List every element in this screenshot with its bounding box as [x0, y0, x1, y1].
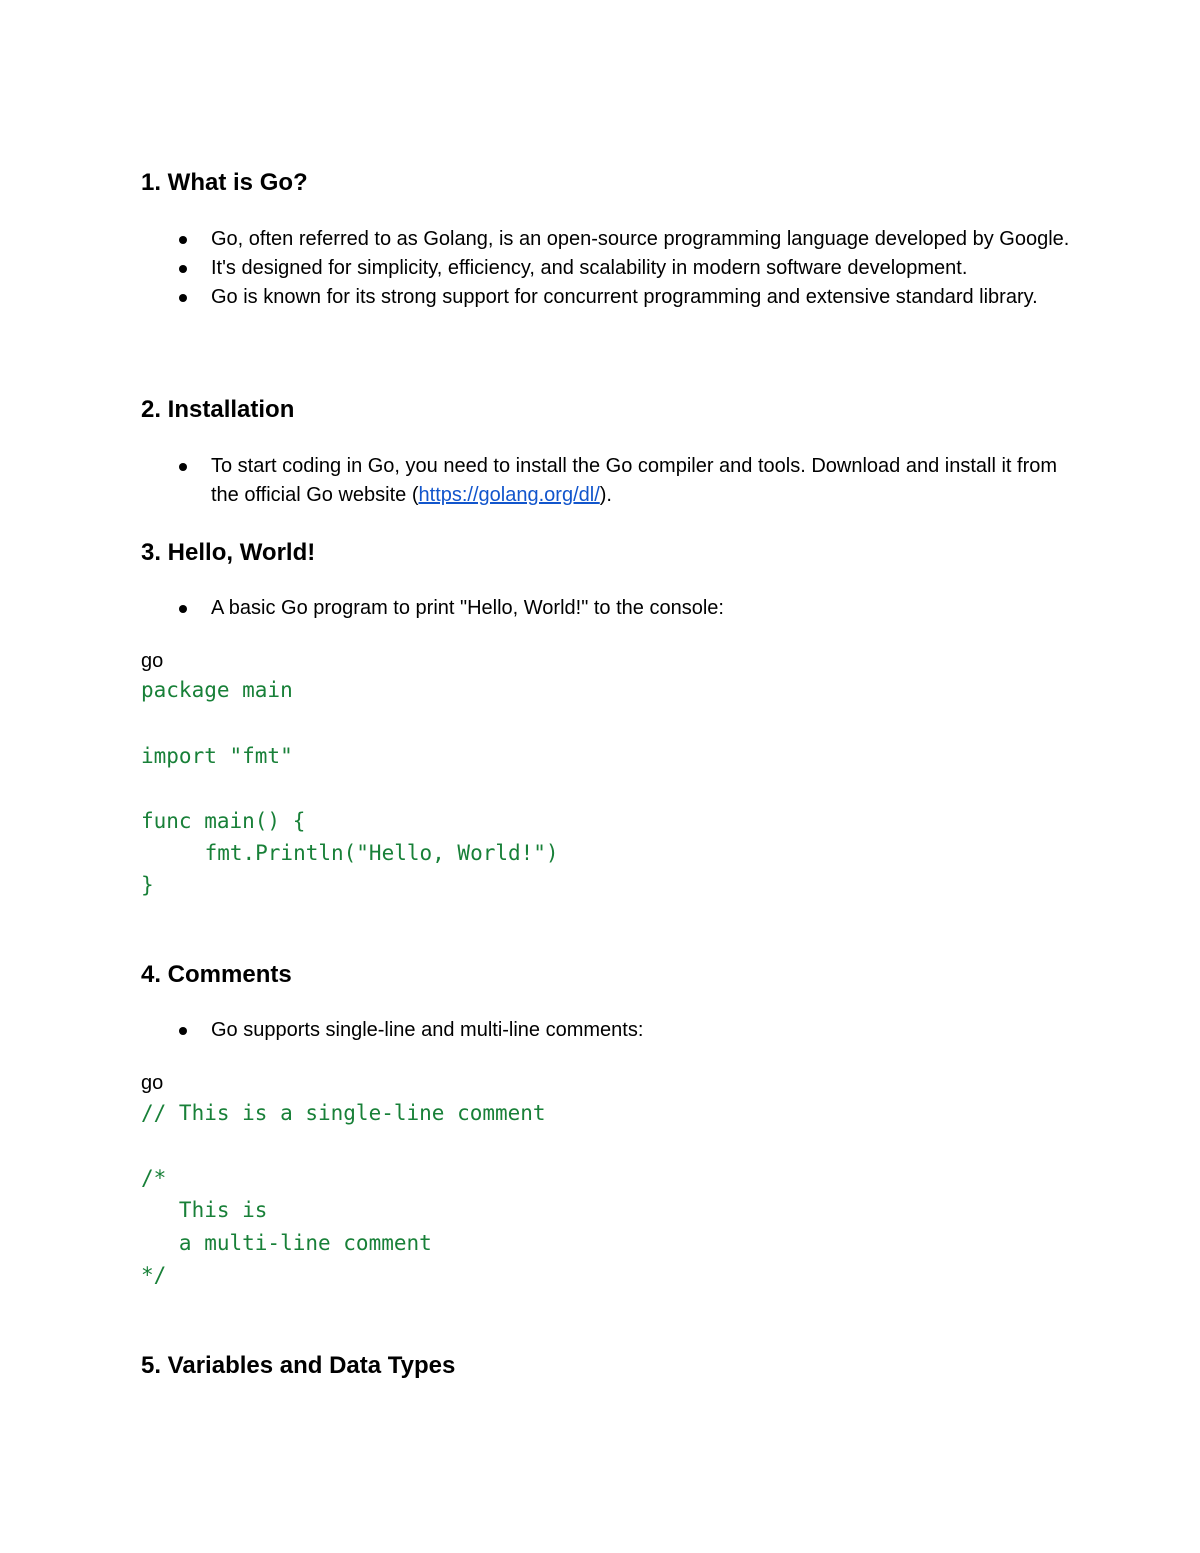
- heading-hello-world: 3. Hello, World!: [141, 539, 316, 566]
- code-line: fmt.Println("Hello, World!"): [154, 841, 559, 865]
- code-language-label: go: [141, 1072, 164, 1094]
- code-block-hello-world: [141, 674, 559, 901]
- code-line: a multi-line comment: [141, 1231, 432, 1255]
- heading-variables-data-types: 5. Variables and Data Types: [141, 1352, 456, 1379]
- install-text-end: ).: [599, 484, 612, 506]
- code-line: [141, 1129, 546, 1162]
- bullet-list-what-is-go: [141, 225, 1071, 312]
- list-item: Go supports single-line and multi-line comments:: [141, 1016, 1071, 1045]
- list-item: A basic Go program to print "Hello, World!" to the console:: [141, 594, 1071, 623]
- bullet-list-installation: [141, 452, 1071, 510]
- code-line: This is: [141, 1198, 268, 1222]
- code-line: }: [141, 873, 154, 897]
- code-line: // This is a single-line comment: [141, 1101, 546, 1125]
- list-item: Go, often referred to as Golang, is an open-source programming language developed by Google.: [141, 225, 1071, 254]
- heading-installation: 2. Installation: [141, 396, 295, 423]
- code-line: */: [141, 1263, 167, 1287]
- heading-what-is-go: 1. What is Go?: [141, 169, 308, 196]
- code-line: func main() {: [141, 809, 306, 833]
- code-line: /*: [141, 1166, 167, 1190]
- bullet-list-comments: [141, 1016, 1071, 1045]
- code-line: package main: [141, 678, 293, 702]
- code-line: [141, 772, 559, 805]
- list-item: Go is known for its strong support for concurrent programming and extensive standard library.: [141, 283, 1071, 312]
- code-line: import "fmt": [141, 744, 293, 768]
- list-item: It's designed for simplicity, efficiency, and scalability in modern software development.: [141, 254, 1071, 283]
- install-text: To start coding in Go, you need to install the Go compiler and tools. Download and install it from the official Go website (: [211, 455, 1058, 506]
- golang-download-link[interactable]: https://golang.org/dl/: [418, 484, 600, 506]
- code-block-comments: [141, 1097, 546, 1291]
- code-language-label: go: [141, 650, 164, 672]
- bullet-list-hello-world: [141, 594, 1071, 623]
- list-item: [141, 452, 1071, 510]
- heading-comments: 4. Comments: [141, 961, 292, 988]
- code-line: [141, 706, 559, 740]
